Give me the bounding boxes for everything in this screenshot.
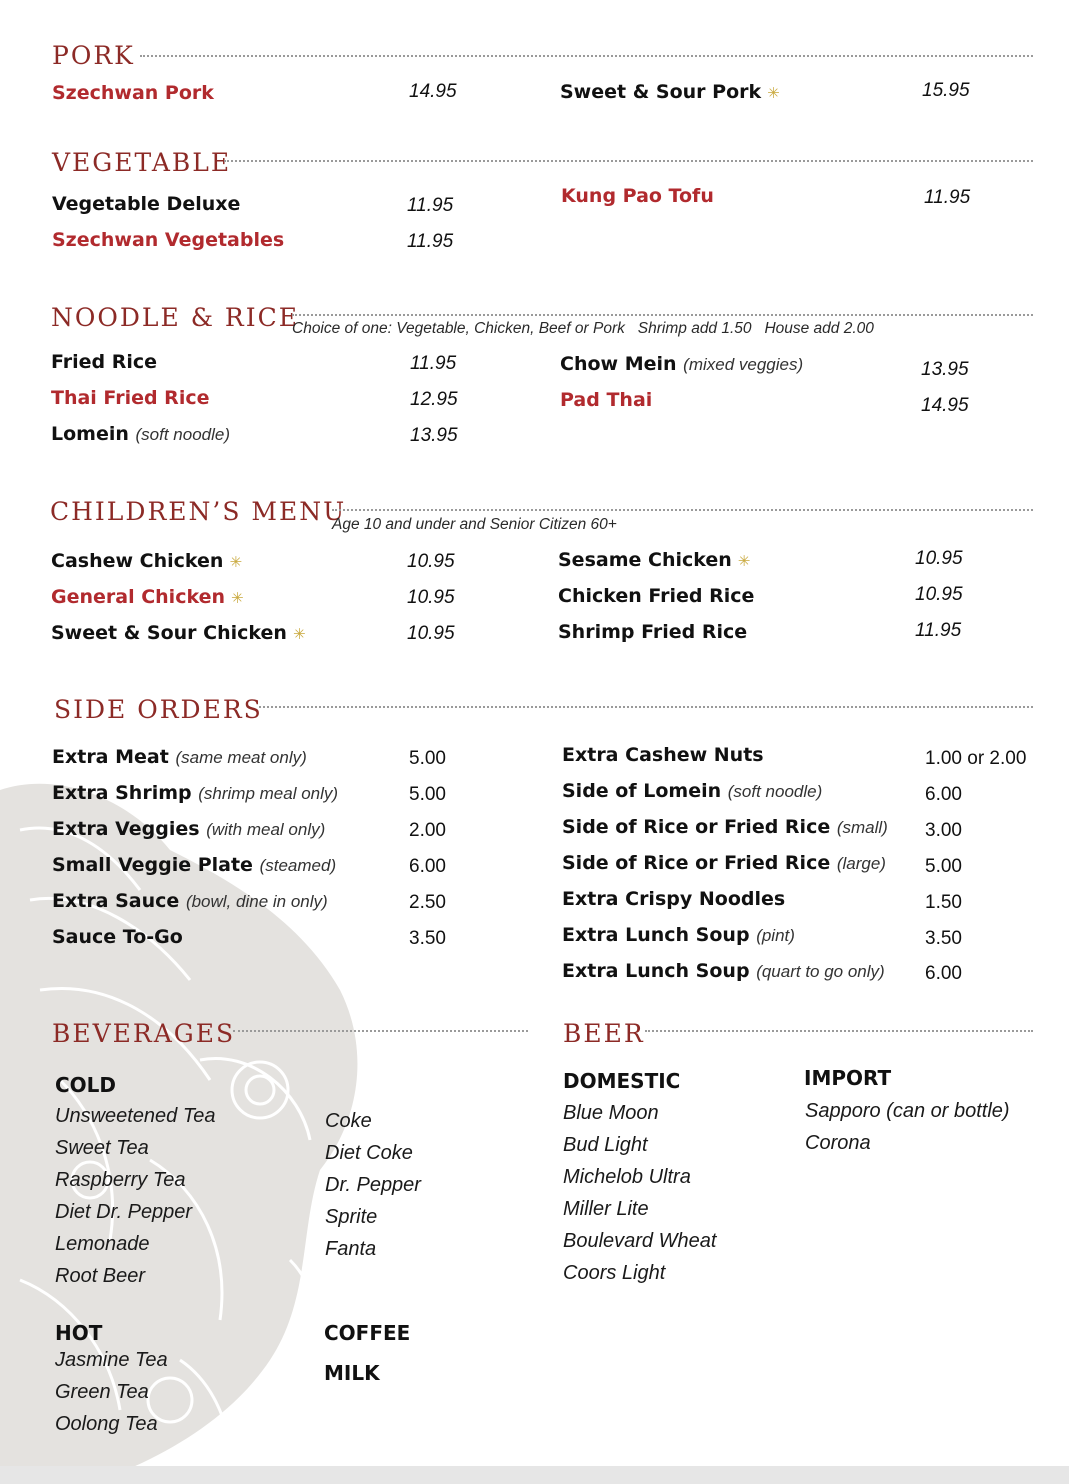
section-heading-pork: PORK <box>52 41 135 70</box>
price: 1.50 <box>925 892 962 913</box>
beer-item: Coors Light <box>563 1262 666 1284</box>
side-item: Sauce To-Go <box>52 926 183 948</box>
price: 10.95 <box>915 584 963 605</box>
dotted-divider <box>224 160 1033 162</box>
menu-item-chow-mein: Chow Mein (mixed veggies) <box>560 353 804 375</box>
price: 13.95 <box>410 425 458 446</box>
star-icon: ✳ <box>231 589 244 607</box>
price: 11.95 <box>924 187 971 208</box>
dotted-divider <box>332 509 1033 511</box>
side-item: Extra Lunch Soup (quart to go only) <box>562 960 885 982</box>
side-item: Extra Meat (same meat only) <box>52 746 307 768</box>
beverage-item: Raspberry Tea <box>55 1169 186 1191</box>
noodle-rice-note: Choice of one: Vegetable, Chicken, Beef or Pork Shrimp add 1.50 House add 2.00 <box>292 320 874 337</box>
price: 10.95 <box>407 587 455 608</box>
menu-item-thai-fried-rice: Thai Fried Rice <box>51 387 210 409</box>
beverage-item: Green Tea <box>55 1381 149 1403</box>
side-item: Side of Lomein (soft noodle) <box>562 780 823 802</box>
price: 1.00 or 2.00 <box>925 748 1027 769</box>
price: 12.95 <box>410 389 458 410</box>
section-heading-side-orders: SIDE ORDERS <box>54 695 263 724</box>
price: 3.00 <box>925 820 962 841</box>
section-heading-beer: BEER <box>563 1019 645 1048</box>
side-item: Extra Shrimp (shrimp meal only) <box>52 782 339 804</box>
price: 11.95 <box>407 231 454 252</box>
price: 6.00 <box>925 963 962 984</box>
menu-item-sesame-chicken: Sesame Chicken ✳ <box>558 549 751 571</box>
side-item: Extra Cashew Nuts <box>562 744 764 766</box>
menu-item-general-chicken: General Chicken ✳ <box>51 586 244 608</box>
price: 11.95 <box>407 195 454 216</box>
star-icon: ✳ <box>767 84 780 102</box>
price: 3.50 <box>925 928 962 949</box>
beverage-item: Root Beer <box>55 1265 146 1287</box>
price: 14.95 <box>409 81 457 102</box>
beverage-item: Diet Coke <box>325 1142 413 1164</box>
side-item: Extra Sauce (bowl, dine in only) <box>52 890 328 912</box>
price: 6.00 <box>409 856 446 877</box>
beverage-category-hot: HOT <box>55 1321 103 1345</box>
beverage-item: Sprite <box>325 1206 378 1228</box>
price: 2.50 <box>409 892 446 913</box>
side-item: Extra Veggies (with meal only) <box>52 818 326 840</box>
price: 14.95 <box>921 395 969 416</box>
beverage-category-cold: COLD <box>55 1073 117 1097</box>
menu-item-chicken-fried-rice: Chicken Fried Rice <box>558 585 755 607</box>
dotted-divider <box>292 314 1033 316</box>
price: 11.95 <box>915 620 962 641</box>
menu-item-pad-thai: Pad Thai <box>560 389 653 411</box>
price: 5.00 <box>409 748 446 769</box>
menu-item-kung-pao-tofu: Kung Pao Tofu <box>561 185 714 207</box>
price: 11.95 <box>410 353 457 374</box>
menu-item-cashew-chicken: Cashew Chicken ✳ <box>51 550 243 572</box>
price: 5.00 <box>925 856 962 877</box>
dotted-divider <box>259 706 1033 708</box>
beer-item: Bud Light <box>563 1134 648 1156</box>
section-heading-beverages: BEVERAGES <box>52 1019 236 1048</box>
star-icon: ✳ <box>737 552 751 570</box>
beer-category-import: IMPORT <box>804 1066 892 1090</box>
childrens-menu-note: Age 10 and under and Senior Citizen 60+ <box>332 516 617 533</box>
beer-item: Miller Lite <box>563 1198 649 1220</box>
price: 10.95 <box>915 548 963 569</box>
section-heading-vegetable: VEGETABLE <box>52 148 232 177</box>
beer-item: Blue Moon <box>563 1102 659 1124</box>
menu-item-szechwan-pork: Szechwan Pork <box>52 82 214 104</box>
beer-item: Boulevard Wheat <box>563 1230 717 1252</box>
side-item: Side of Rice or Fried Rice (large) <box>562 852 886 874</box>
side-item: Small Veggie Plate (steamed) <box>52 854 337 876</box>
beverage-item: Oolong Tea <box>55 1413 158 1435</box>
price: 10.95 <box>407 551 455 572</box>
menu-item-sweet-sour-pork: Sweet & Sour Pork ✳ <box>560 81 780 103</box>
menu-item-sweet-sour-chicken: Sweet & Sour Chicken ✳ <box>51 622 306 644</box>
star-icon: ✳ <box>292 625 306 643</box>
menu-item-shrimp-fried-rice: Shrimp Fried Rice <box>558 621 748 643</box>
section-heading-noodle-rice: NOODLE & RICE <box>51 303 299 332</box>
price: 2.00 <box>409 820 446 841</box>
dotted-divider <box>140 55 1033 57</box>
beverage-category-milk: MILK <box>324 1361 380 1385</box>
beverage-item: Dr. Pepper <box>325 1174 421 1196</box>
beer-item: Sapporo (can or bottle) <box>805 1100 1010 1122</box>
star-icon: ✳ <box>229 553 243 571</box>
price: 3.50 <box>409 928 446 949</box>
bottom-strip <box>0 1466 1069 1484</box>
beverage-item: Sweet Tea <box>55 1137 149 1159</box>
section-heading-childrens-menu: CHILDREN’S MENU <box>50 497 347 526</box>
beverage-item: Jasmine Tea <box>55 1349 168 1371</box>
price: 6.00 <box>925 784 962 805</box>
price: 13.95 <box>921 359 969 380</box>
beer-item: Michelob Ultra <box>563 1166 691 1188</box>
beer-item: Corona <box>805 1132 871 1154</box>
side-item: Side of Rice or Fried Rice (small) <box>562 816 888 838</box>
dotted-divider <box>645 1030 1033 1032</box>
beverage-item: Lemonade <box>55 1233 150 1255</box>
price: 15.95 <box>922 80 970 101</box>
price: 5.00 <box>409 784 446 805</box>
side-item: Extra Lunch Soup (pint) <box>562 924 795 946</box>
menu-item-fried-rice: Fried Rice <box>51 351 158 373</box>
beverage-item: Unsweetened Tea <box>55 1105 216 1127</box>
side-item: Extra Crispy Noodles <box>562 888 786 910</box>
beverage-item: Diet Dr. Pepper <box>55 1201 193 1223</box>
menu-item-szechwan-vegetables: Szechwan Vegetables <box>52 229 285 251</box>
beverage-item: Coke <box>325 1110 372 1132</box>
dotted-divider <box>233 1030 528 1032</box>
price: 10.95 <box>407 623 455 644</box>
beverage-item: Fanta <box>325 1238 377 1260</box>
beverage-category-coffee: COFFEE <box>324 1321 411 1345</box>
beer-category-domestic: DOMESTIC <box>563 1069 681 1093</box>
menu-item-vegetable-deluxe: Vegetable Deluxe <box>52 193 241 215</box>
menu-item-lomein: Lomein (soft noodle) <box>51 423 231 445</box>
